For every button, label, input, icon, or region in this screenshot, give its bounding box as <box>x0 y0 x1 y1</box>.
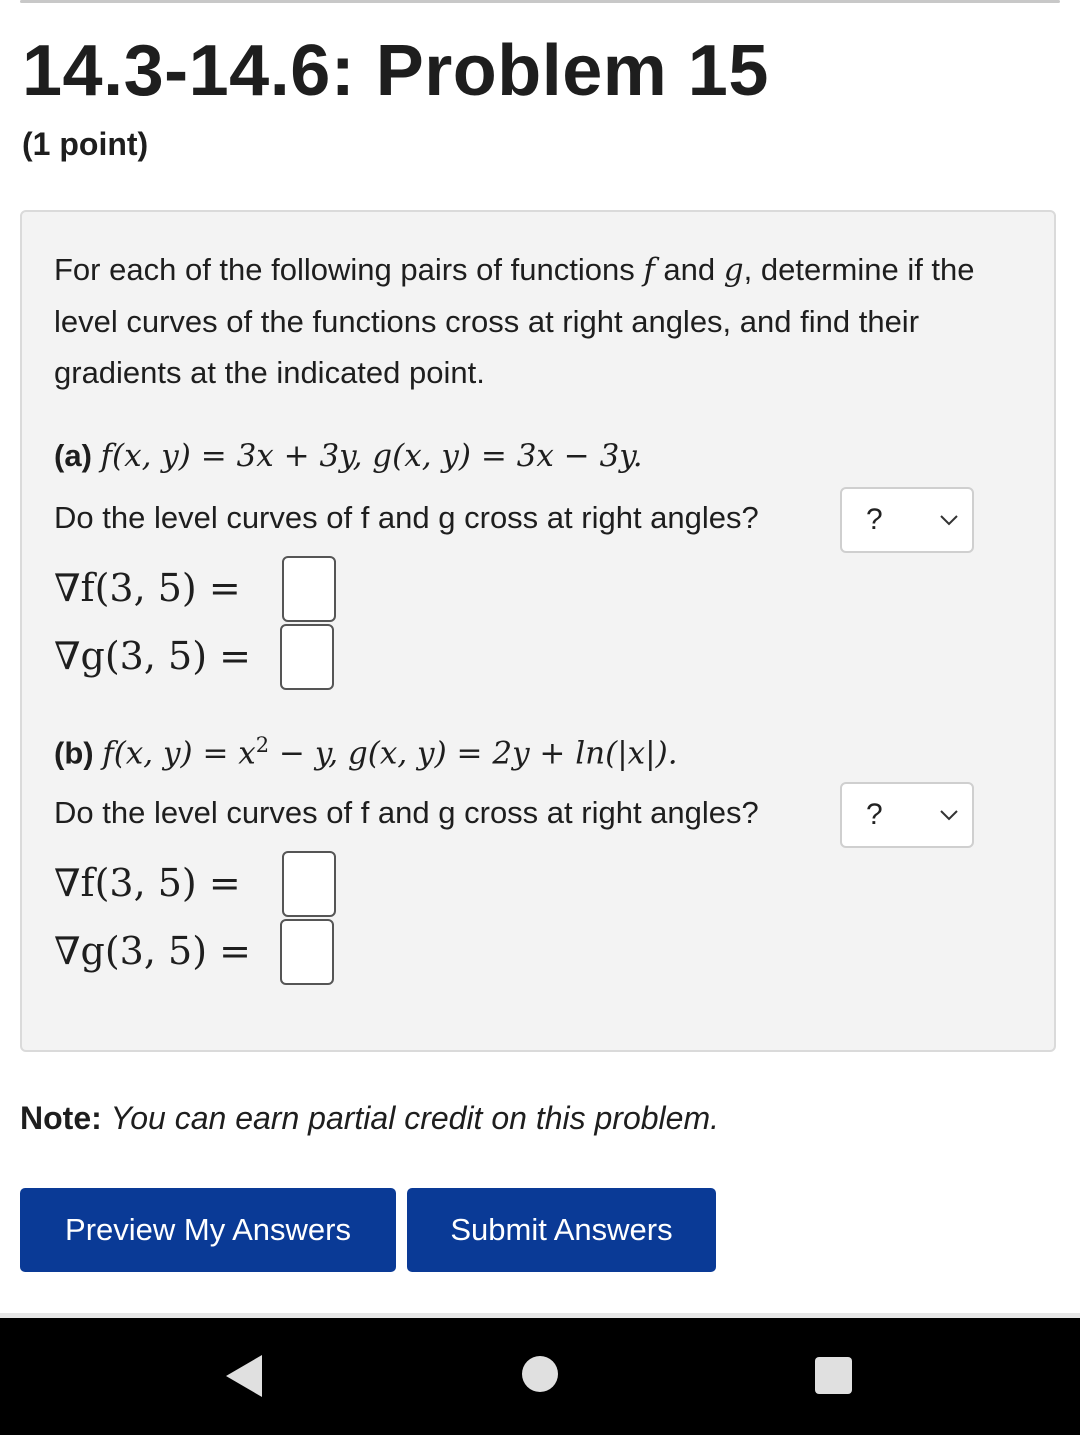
home-circle-icon[interactable] <box>522 1356 558 1392</box>
part-a-question: Do the level curves of f and g cross at right angles? <box>54 500 759 535</box>
preview-answers-button[interactable]: Preview My Answers <box>20 1188 396 1272</box>
part-a-right-angle-select[interactable] <box>840 487 974 553</box>
problem-intro: For each of the following pairs of functions f and g, determine if the level curves of the functions cross at right angles, and find their gradients at the indicated point. <box>54 252 975 390</box>
part-a-functions: (a) f(x, y) = 3x + 3y, g(x, y) = 3x − 3y. <box>54 438 643 474</box>
android-nav-bar <box>0 1318 1080 1435</box>
back-triangle-icon[interactable] <box>226 1355 262 1397</box>
submit-answers-button[interactable]: Submit Answers <box>407 1188 716 1272</box>
chevron-down-icon <box>938 804 960 826</box>
grad-g-label: ∇g(3, 5) = <box>54 634 251 678</box>
part-b-functions: (b) f(x, $y) = x^2 - y$, g(x, y) = 2y + ln(|x|). <box>54 733 678 772</box>
chevron-down-icon <box>938 509 960 531</box>
grad-f-label: ∇f(3, 5) = <box>54 861 241 905</box>
top-divider <box>20 0 1060 3</box>
select-value: ? <box>866 798 883 831</box>
grad-f-label: ∇f(3, 5) = <box>54 566 241 610</box>
select-value: ? <box>866 503 883 536</box>
part-b-question: Do the level curves of f and g cross at right angles? <box>54 795 759 830</box>
grad-g-label: ∇g(3, 5) = <box>54 929 251 973</box>
page-title: 14.3-14.6: Problem 15 <box>22 31 769 111</box>
partial-credit-note: Note: You can earn partial credit on this problem. <box>20 1100 719 1136</box>
recents-square-icon[interactable] <box>815 1357 852 1394</box>
part-b-grad-f-input[interactable] <box>282 851 336 917</box>
part-a-grad-f-input[interactable] <box>282 556 336 622</box>
part-b-grad-g-input[interactable] <box>280 919 334 985</box>
problem-container <box>20 210 1056 1052</box>
points-label: (1 point) <box>22 126 149 162</box>
part-b-right-angle-select[interactable] <box>840 782 974 848</box>
part-a-grad-g-input[interactable] <box>280 624 334 690</box>
